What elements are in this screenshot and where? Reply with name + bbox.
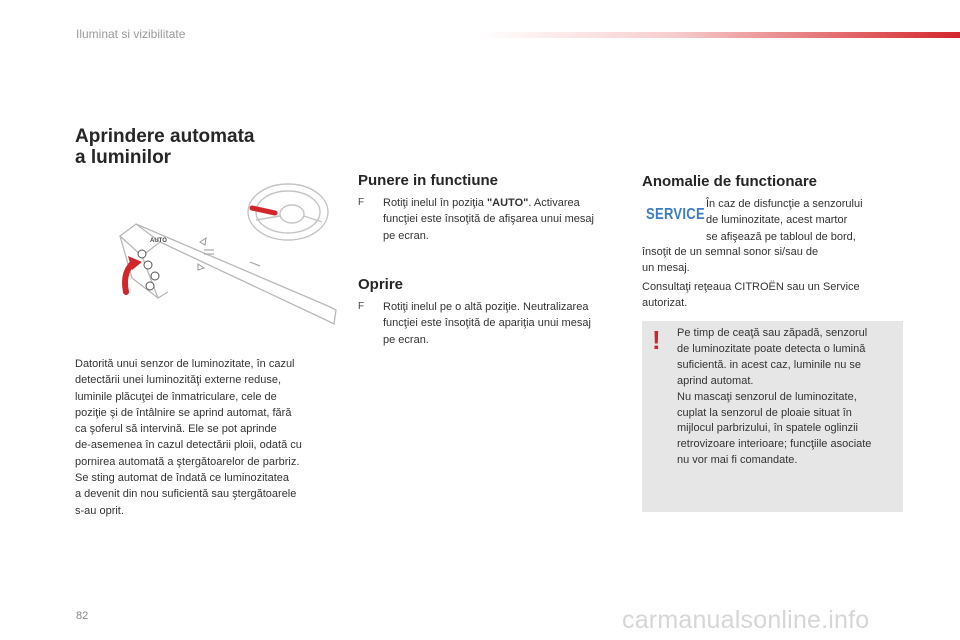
stalk-light-symbols [198,238,260,270]
warning-exclamation-icon: ! [652,325,661,355]
punere-title: Punere in functiune [358,172,499,189]
punere-text-after: . Activarea funcţiei este însoţită de afişarea unui mesaj pe ecran. [383,197,594,242]
page-title: Aprindere automata a luminilor [75,126,255,168]
oprire-bullet [358,299,653,348]
oprire-title: Oprire [358,276,404,293]
note-text: Pe timp de ceaţă sau zăpadă, senzorul de luminozitate poate detecta o lumină suficientă. in acest caz, luminile nu se aprind automat. Nu mascaţi senzorul de luminozitate, cuplat la senzorul de ploaie situat în mijlocul parbrizului, în spatele oglinzii retrovizoare interioare; funcţiile asociate nu vor mai fi comandate. [677,327,872,467]
light-stalk-illustration [100,178,340,328]
light-ring-dial [138,250,159,290]
bullet-arrow-icon: F [358,301,365,312]
page-number: 82 [76,610,89,622]
intro-description: Datorită unui senzor de luminozitate, în cazul detectării unei luminozităţi externe reduse, luminile plăcuţei de înmatriculare, cele de poziţie şi de întâlnire se aprind automat, fără ca şoferul să intervină. Ele se pot aprinde de-asemenea în cazul detectării ploii, odată cu pornirea automată a ştergătoarelor de parbriz. Se sting automat de îndată ce luminozitatea a devenit din nou suficientă sau ştergătoarele s-au oprit. [75,358,302,517]
oprire-text: Rotiţi inelul pe o altă poziţie. Neutralizarea funcţiei este însoţită de apariţia unui mesaj pe ecran. [383,301,591,346]
punere-text-before: Rotiţi inelul în poziţia [383,197,487,209]
anomalie-text-full: însoţit de un semnal sonor si/sau de un mesaj. [642,246,819,275]
stalk-auto-label: AUTO [150,238,167,244]
header-accent-bar [478,32,960,38]
header-section-title: Iluminat si vizibilitate [76,27,186,41]
bullet-arrow-icon: F [358,197,365,208]
anomalie-text-indented: În caz de disfuncţie a senzorului de luminozitate, acest martor se afişează pe tabloul de bord, [706,198,863,243]
anomalie-text-consult: Consultaţi reţeaua CITROËN sau un Service autorizat. [642,281,860,310]
punere-text-auto: "AUTO" [486,197,529,209]
anomalie-title: Anomalie de functionare [642,173,818,190]
service-warning-icon: SERVICE [646,204,705,223]
punere-bullet [358,195,653,244]
watermark: carmanualsonline.info [622,606,870,634]
